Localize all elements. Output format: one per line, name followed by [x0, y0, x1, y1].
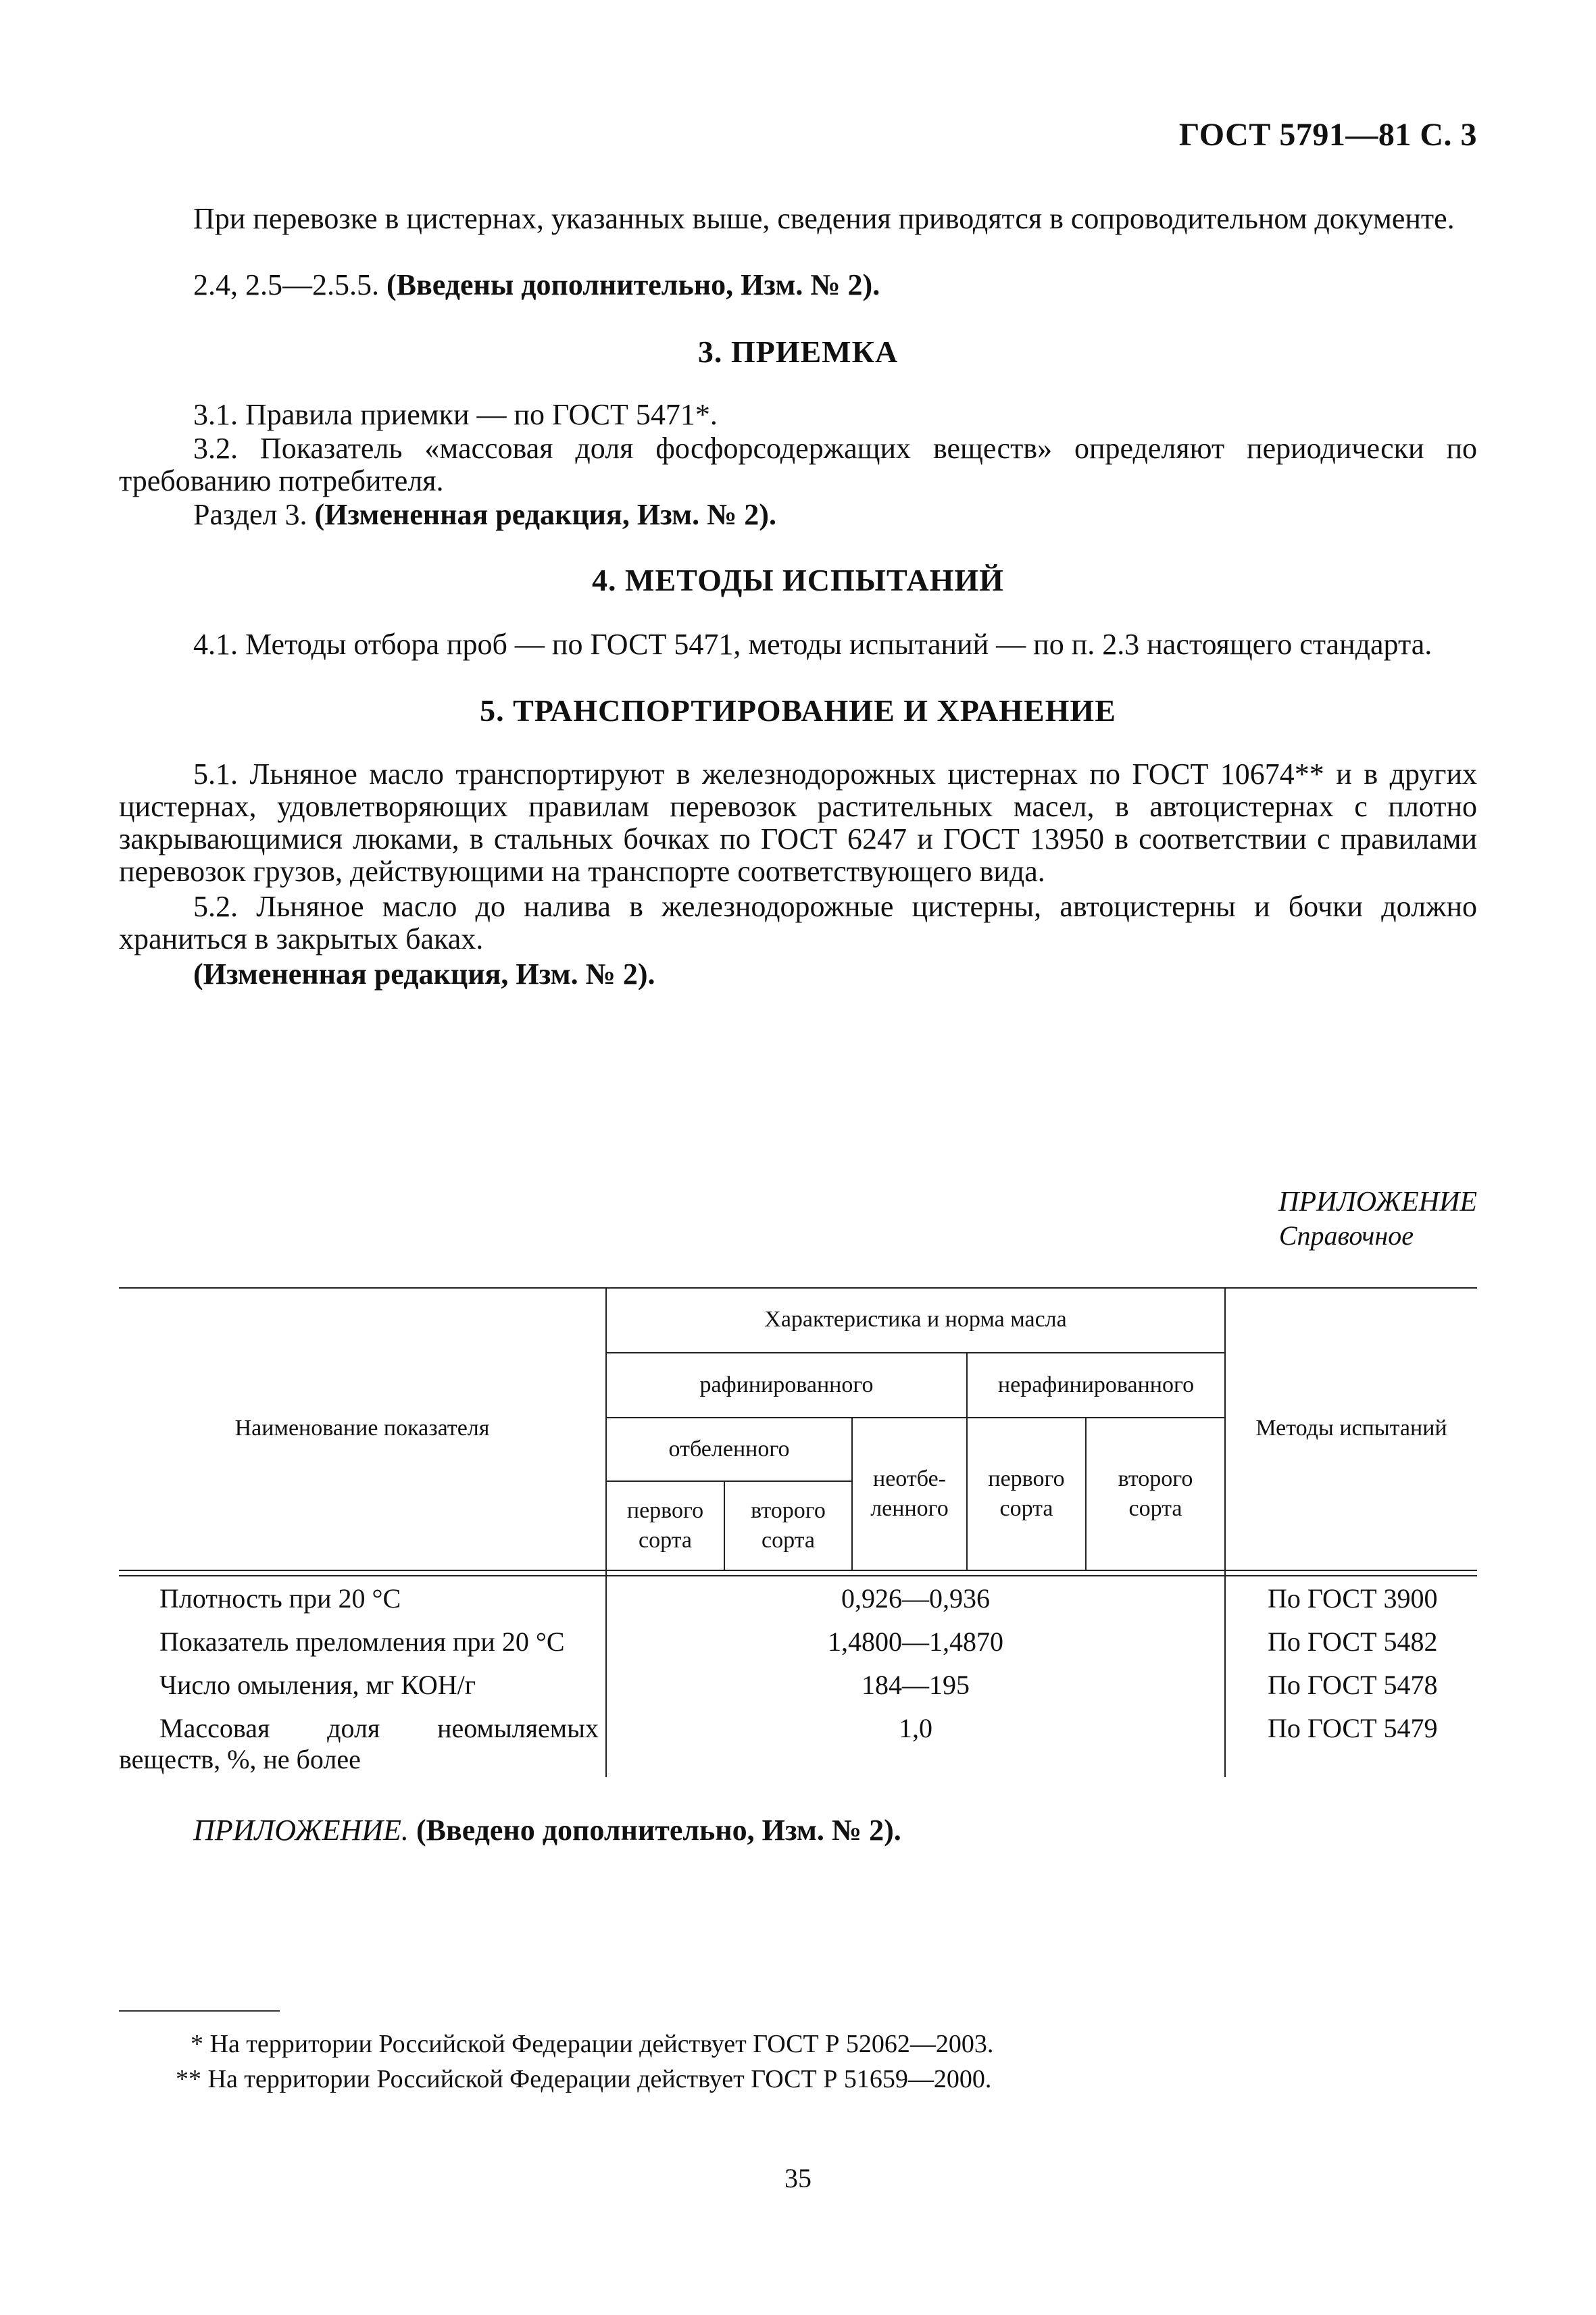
section-3-title: 3. ПРИЕМКА: [697, 334, 899, 369]
row-refraction-value: 1,4800—1,4870: [828, 1626, 1003, 1657]
appendix-note-label: ПРИЛОЖЕНИЕ.: [193, 1814, 416, 1847]
footnote-separator: [119, 2010, 280, 2012]
header-bleached-second: второго сорта: [751, 1498, 826, 1553]
row-unsaponifiable-name: Массовая доля неомыляемых веществ, %, не более: [119, 1713, 599, 1774]
row-refraction-name: Показатель преломления при 20 °С: [159, 1626, 565, 1657]
row-unsaponifiable-value: 1,0: [899, 1713, 932, 1743]
header-indicator-name: Наименование показателя: [234, 1416, 490, 1441]
appendix-note: [119, 1814, 1477, 1847]
header-unrefined: нерафинированного: [997, 1372, 1195, 1397]
footnote-2: ** На территории Российской Федерации действует ГОСТ Р 51659—2000.: [176, 2065, 992, 2093]
section-5-title: 5. ТРАНСПОРТИРОВАНИЕ И ХРАНЕНИЕ: [480, 693, 1116, 728]
section-5-p1: 5.1. Льняное масло транспортируют в железнодорожных цистернах по ГОСТ 10674** и в других цистернах, удовлетворяющих правилам перевозок растительных масел, в автоцистернах с плотно закрывающимися люками, в стальных бочках по ГОСТ 6247 и ГОСТ 13950 в соответствии с правилами перевозок грузов, действующими на транспорте соответствующего вида.: [119, 757, 1477, 888]
row-density-value: 0,926—0,936: [841, 1583, 990, 1614]
header-unbleached: неотбе-ленного: [870, 1466, 949, 1521]
table-header-rule: [119, 1575, 1477, 1576]
amendment-note: (Введены дополнительно, Изм. № 2).: [386, 268, 880, 301]
page-number: 35: [784, 2163, 812, 2193]
row-saponification-name: Число омыления, мг КОН/г: [159, 1670, 476, 1700]
intro-paragraph: При перевозке в цистернах, указанных выше, сведения приводятся в сопроводительном документе.: [193, 202, 1455, 235]
footnote-1: * На территории Российской Федерации действует ГОСТ Р 52062—2003.: [191, 2030, 994, 2058]
amendment-note: (Измененная редакция, Изм. № 2).: [314, 498, 776, 531]
row-density-name: Плотность при 20 °С: [159, 1583, 401, 1614]
amendment-ref: 2.4, 2.5—2.5.5.: [193, 268, 386, 301]
intro-amendment: [119, 269, 1477, 301]
section-3-amendment: [119, 499, 1477, 531]
section-3-p1: 3.1. Правила приемки — по ГОСТ 5471*.: [193, 398, 718, 431]
row-density-method: По ГОСТ 3900: [1268, 1583, 1438, 1614]
header-characteristic: Характеристика и норма масла: [764, 1307, 1067, 1332]
properties-table: [119, 1287, 1477, 1777]
section-4-title: 4. МЕТОДЫ ИСПЫТАНИЙ: [592, 563, 1004, 597]
section-4-p1: 4.1. Методы отбора проб — по ГОСТ 5471, методы испытаний — по п. 2.3 настоящего стандарта.: [193, 628, 1432, 661]
section-3-p2: 3.2. Показатель «массовая доля фосфорсодержащих веществ» определяют периодически по требованию потребителя.: [119, 432, 1477, 497]
row-refraction-method: По ГОСТ 5482: [1268, 1626, 1438, 1657]
appendix-sublabel: Справочное: [1278, 1220, 1414, 1251]
appendix-note-amendment: (Введено дополнительно, Изм. № 2).: [416, 1814, 901, 1847]
header-methods: Методы испытаний: [1255, 1416, 1447, 1441]
header-refined: рафинированного: [699, 1372, 874, 1397]
header-unrefined-second: второго сорта: [1118, 1466, 1193, 1521]
row-saponification-method: По ГОСТ 5478: [1268, 1670, 1438, 1700]
appendix-label: ПРИЛОЖЕНИЕ: [1278, 1187, 1477, 1218]
section-5-p2: 5.2. Льняное масло до налива в железнодорожные цистерны, автоцистерны и бочки должно храниться в закрытых баках.: [119, 890, 1477, 955]
row-unsaponifiable-method: По ГОСТ 5479: [1268, 1713, 1438, 1743]
header-bleached: отбеленного: [668, 1437, 790, 1462]
section-5-amendment: (Измененная редакция, Изм. № 2).: [193, 957, 655, 991]
table-header-rule: [119, 1570, 1477, 1571]
row-saponification-value: 184—195: [862, 1670, 970, 1700]
header-bleached-first: первого сорта: [626, 1498, 704, 1553]
document-header: ГОСТ 5791—81 С. 3: [1178, 117, 1477, 153]
header-unrefined-first: первого сорта: [988, 1466, 1065, 1521]
amendment-ref: Раздел 3.: [193, 498, 315, 531]
